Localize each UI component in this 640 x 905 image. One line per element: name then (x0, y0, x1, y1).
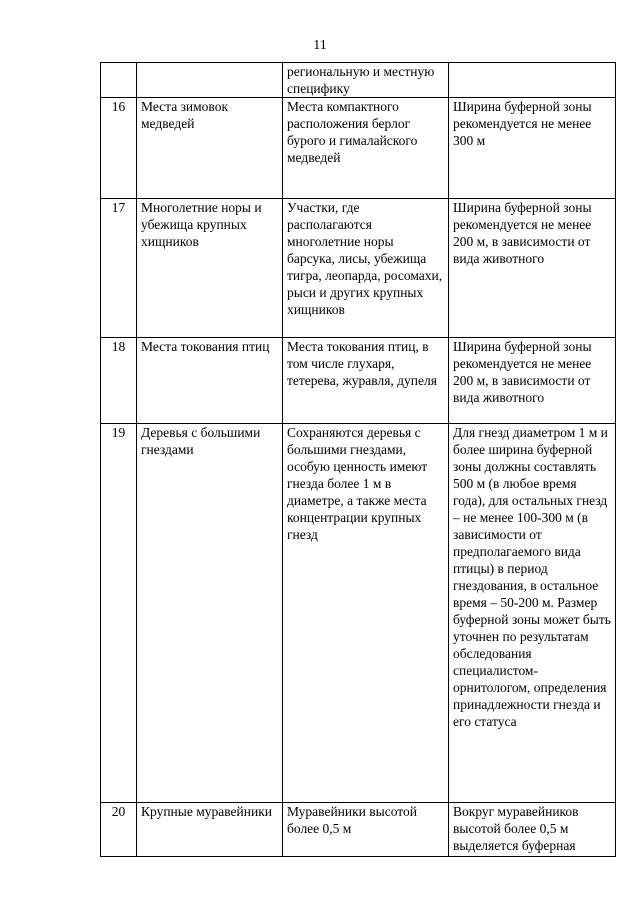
description-cell: региональную и местную специфику (283, 63, 449, 98)
buffer-zone-table (100, 62, 616, 857)
object-cell: Крупные муравейники (137, 803, 283, 857)
requirements-cell: Ширина буферной зоны рекомендуется не менее 200 м, в зависимости от вида животного (449, 199, 616, 338)
row-number-cell: 16 (101, 98, 137, 199)
table-row (101, 338, 616, 424)
description-cell: Сохраняются деревья с большими гнездами, особую ценность имеют гнезда более 1 м в диаметре, а также места концентрации крупных гнезд (283, 424, 449, 803)
table-row (101, 424, 616, 803)
description-cell: Участки, где располагаются многолетние норы барсука, лисы, убежища тигра, леопарда, росомахи, рыси и других крупных хищников (283, 199, 449, 338)
object-cell: Места токования птиц (137, 338, 283, 424)
object-cell (137, 63, 283, 98)
requirements-cell (449, 63, 616, 98)
table-row (101, 803, 616, 857)
object-cell: Многолетние норы и убежища крупных хищников (137, 199, 283, 338)
requirements-cell: Ширина буферной зоны рекомендуется не менее 200 м, в зависимости от вида животного (449, 338, 616, 424)
row-number-cell: 18 (101, 338, 137, 424)
row-number-cell: 17 (101, 199, 137, 338)
requirements-cell: Для гнезд диаметром 1 м и более ширина буферной зоны должны составлять 500 м (в любое время года), для остальных гнезд – не менее 100-300 м (в зависимости от предполагаемого вида птицы) в период гнездования, в остальное время – 50-200 м. Размер буферной зоны может быть уточнен по результатам обследования специалистом-орнитологом, определения принадлежности гнезда и его статуса (449, 424, 616, 803)
row-number-cell: 19 (101, 424, 137, 803)
object-cell: Места зимовок медведей (137, 98, 283, 199)
table-row (101, 98, 616, 199)
row-number-cell: 20 (101, 803, 137, 857)
table-row-continuation (101, 63, 616, 98)
description-cell: Места компактного расположения берлог бурого и гималайского медведей (283, 98, 449, 199)
description-cell: Места токования птиц, в том числе глухаря, тетерева, журавля, дупеля (283, 338, 449, 424)
requirements-cell: Вокруг муравейников высотой более 0,5 м выделяется буферная (449, 803, 616, 857)
requirements-cell: Ширина буферной зоны рекомендуется не менее 300 м (449, 98, 616, 199)
page-number: 11 (313, 38, 327, 53)
object-cell: Деревья с большими гнездами (137, 424, 283, 803)
row-number-cell (101, 63, 137, 98)
description-cell: Муравейники высотой более 0,5 м (283, 803, 449, 857)
table-row (101, 199, 616, 338)
